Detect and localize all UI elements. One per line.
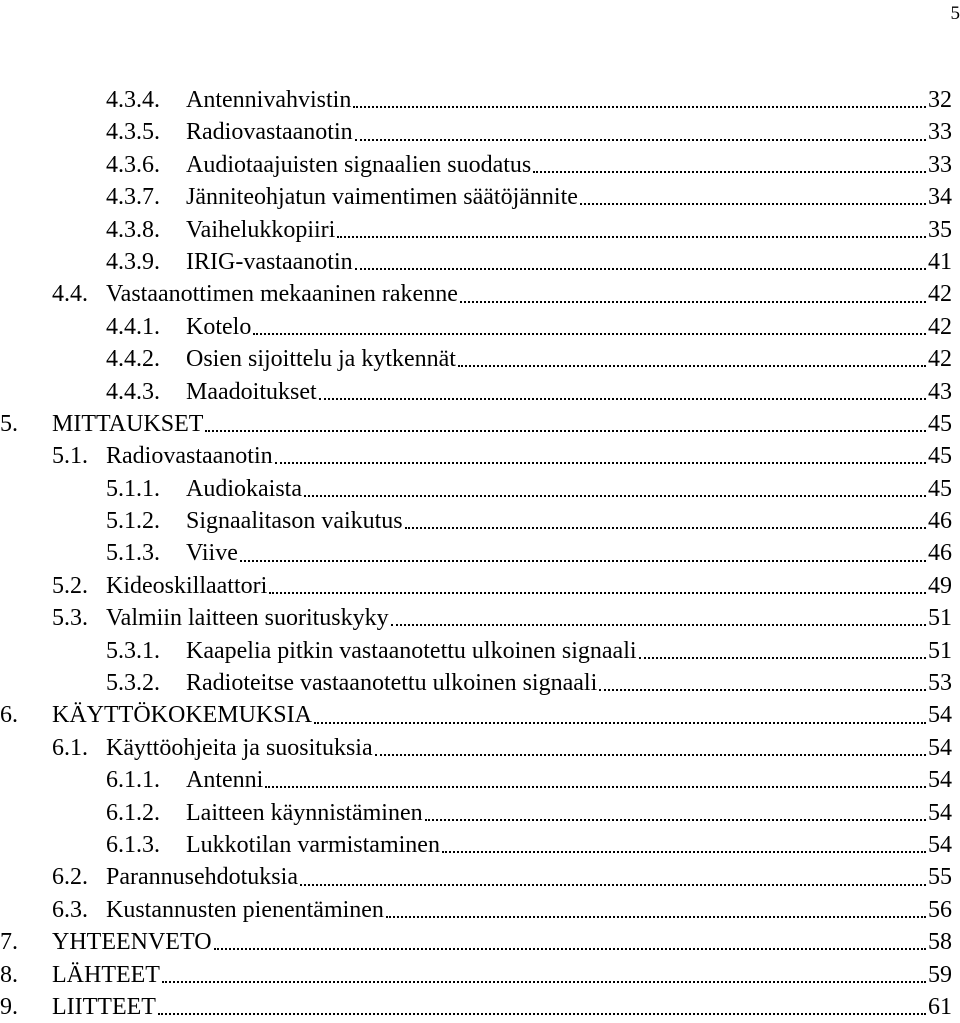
toc-entry[interactable] (0, 408, 952, 440)
dot-leader (275, 446, 926, 466)
toc-entry[interactable] (0, 84, 952, 116)
toc-entry-number: 7. (0, 926, 52, 958)
toc-entry[interactable] (0, 894, 952, 926)
toc-entry-number: 5.3.2. (106, 667, 186, 699)
toc-entry-title: Radioteitse vastaanotettu ulkoinen signaali (186, 667, 597, 699)
toc-entry-title: Radiovastaanotin (106, 440, 273, 472)
toc-entry-page: 42 (928, 278, 952, 310)
toc-entry-number: 4.3.6. (106, 149, 186, 181)
dot-leader (425, 803, 926, 823)
dot-leader (240, 544, 926, 564)
toc-entry[interactable] (0, 311, 952, 343)
toc-entry[interactable] (0, 116, 952, 148)
toc-entry-number: 5.1.1. (106, 473, 186, 505)
page-number: 5 (951, 3, 960, 25)
toc-entry-page: 46 (928, 537, 952, 569)
toc-entry-number: 6. (0, 699, 52, 731)
toc-entry-title: IRIG-vastaanotin (186, 246, 353, 278)
toc-entry-number: 8. (0, 959, 52, 991)
toc-entry-page: 49 (928, 570, 952, 602)
toc-entry-number: 4.4.1. (106, 311, 186, 343)
toc-entry[interactable] (0, 473, 952, 505)
toc-entry[interactable] (0, 570, 952, 602)
toc-entry-title: Osien sijoittelu ja kytkennät (186, 343, 456, 375)
toc-entry[interactable] (0, 764, 952, 796)
dot-leader (458, 349, 926, 369)
toc-entry-title: LIITTEET (52, 991, 156, 1023)
dot-leader (319, 382, 926, 402)
toc-entry[interactable] (0, 278, 952, 310)
dot-leader (391, 608, 926, 628)
toc-entry-page: 43 (928, 376, 952, 408)
toc-entry-title: Audiotaajuisten signaalien suodatus (186, 149, 531, 181)
toc-entry-title: YHTEENVETO (52, 926, 212, 958)
toc-entry-page: 33 (928, 149, 952, 181)
toc-entry-number: 4.3.9. (106, 246, 186, 278)
toc-entry-page: 55 (928, 861, 952, 893)
toc-entry-title: KÄYTTÖKOKEMUKSIA (52, 699, 312, 731)
toc-entry-number: 4.4. (52, 278, 106, 310)
toc-entry-page: 51 (928, 635, 952, 667)
dot-leader (599, 673, 926, 693)
toc-entry-page: 54 (928, 797, 952, 829)
toc-entry[interactable] (0, 959, 952, 991)
toc-entry-number: 6.2. (52, 861, 106, 893)
dot-leader (355, 123, 926, 143)
toc-entry-title: Vaihelukkopiiri (186, 214, 335, 246)
toc-entry[interactable] (0, 602, 952, 634)
toc-entry-title: LÄHTEET (52, 959, 160, 991)
dot-leader (375, 738, 926, 758)
dot-leader (386, 900, 926, 920)
toc-entry-page: 45 (928, 408, 952, 440)
toc-entry-title: Kustannusten pienentäminen (106, 894, 384, 926)
toc-entry-page: 54 (928, 699, 952, 731)
toc-entry-title: Maadoitukset (186, 376, 317, 408)
toc-entry-number: 5. (0, 408, 52, 440)
toc-entry[interactable] (0, 732, 952, 764)
toc-entry-page: 56 (928, 894, 952, 926)
toc-entry-number: 6.1.1. (106, 764, 186, 796)
toc-entry-number: 5.1. (52, 440, 106, 472)
toc-entry-number: 4.3.5. (106, 116, 186, 148)
dot-leader (300, 868, 926, 888)
dot-leader (304, 479, 926, 499)
toc-entry-page: 54 (928, 732, 952, 764)
toc-entry-page: 53 (928, 667, 952, 699)
toc-entry[interactable] (0, 343, 952, 375)
toc-entry-title: MITTAUKSET (52, 408, 203, 440)
toc-entry-title: Audiokaista (186, 473, 302, 505)
toc-entry-page: 35 (928, 214, 952, 246)
toc-entry[interactable] (0, 797, 952, 829)
dot-leader (353, 90, 926, 110)
toc-entry[interactable] (0, 829, 952, 861)
toc-entry-title: Laitteen käynnistäminen (186, 797, 423, 829)
toc-entry[interactable] (0, 635, 952, 667)
toc-entry-page: 54 (928, 764, 952, 796)
dot-leader (533, 155, 926, 175)
dot-leader (158, 997, 926, 1017)
toc-entry[interactable] (0, 214, 952, 246)
toc-entry[interactable] (0, 505, 952, 537)
toc-entry-page: 33 (928, 116, 952, 148)
toc-entry-number: 5.3.1. (106, 635, 186, 667)
dot-leader (405, 511, 926, 531)
toc-entry[interactable] (0, 181, 952, 213)
toc-entry-page: 45 (928, 440, 952, 472)
toc-entry-number: 9. (0, 991, 52, 1023)
toc-entry[interactable] (0, 991, 952, 1023)
toc-entry-number: 6.1.3. (106, 829, 186, 861)
toc-entry-title: Signaalitason vaikutus (186, 505, 403, 537)
toc-entry-title: Kaapelia pitkin vastaanotettu ulkoinen signaali (186, 635, 637, 667)
dot-leader (355, 252, 926, 272)
toc-entry-number: 4.3.7. (106, 181, 186, 213)
toc-entry-page: 51 (928, 602, 952, 634)
toc-entry-number: 6.1. (52, 732, 106, 764)
toc-entry[interactable] (0, 861, 952, 893)
toc-entry[interactable] (0, 537, 952, 569)
dot-leader (162, 965, 926, 985)
toc-entry[interactable] (0, 699, 952, 731)
toc-entry-page: 59 (928, 959, 952, 991)
toc-entry-page: 34 (928, 181, 952, 213)
toc-entry-page: 32 (928, 84, 952, 116)
dot-leader (337, 220, 926, 240)
toc-entry[interactable] (0, 667, 952, 699)
toc-entry-title: Antenni (186, 764, 263, 796)
toc-entry-title: Valmiin laitteen suorituskyky (106, 602, 389, 634)
toc-entry-title: Vastaanottimen mekaaninen rakenne (106, 278, 458, 310)
toc-entry[interactable] (0, 149, 952, 181)
dot-leader (314, 706, 926, 726)
toc-entry-title: Kideoskillaattori (106, 570, 267, 602)
toc-entry-number: 5.3. (52, 602, 106, 634)
toc-entry-title: Antennivahvistin (186, 84, 351, 116)
toc-entry-title: Lukkotilan varmistaminen (186, 829, 440, 861)
dot-leader (269, 576, 926, 596)
dot-leader (205, 414, 926, 434)
toc-entry[interactable] (0, 376, 952, 408)
toc-entry-title: Kotelo (186, 311, 251, 343)
toc-entry-title: Viive (186, 537, 238, 569)
dot-leader (639, 641, 926, 661)
toc-entry[interactable] (0, 440, 952, 472)
toc-entry-number: 4.3.8. (106, 214, 186, 246)
toc-entry-number: 5.1.2. (106, 505, 186, 537)
toc-entry-page: 46 (928, 505, 952, 537)
toc-entry-number: 5.1.3. (106, 537, 186, 569)
toc-entry-page: 61 (928, 991, 952, 1023)
toc-entry-title: Jänniteohjatun vaimentimen säätöjännite (186, 181, 578, 213)
toc-entry-title: Radiovastaanotin (186, 116, 353, 148)
toc-entry-title: Parannusehdotuksia (106, 861, 298, 893)
toc-entry-number: 5.2. (52, 570, 106, 602)
toc-entry-title: Käyttöohjeita ja suosituksia (106, 732, 373, 764)
toc-entry[interactable] (0, 926, 952, 958)
dot-leader (253, 317, 926, 337)
toc-entry-page: 42 (928, 311, 952, 343)
dot-leader (214, 932, 926, 952)
toc-entry-page: 54 (928, 829, 952, 861)
dot-leader (460, 285, 926, 305)
toc-entry-number: 4.3.4. (106, 84, 186, 116)
toc-entry-page: 58 (928, 926, 952, 958)
dot-leader (442, 835, 926, 855)
toc-entry-number: 4.4.2. (106, 343, 186, 375)
dot-leader (265, 770, 926, 790)
toc-entry-page: 41 (928, 246, 952, 278)
toc-entry[interactable] (0, 246, 952, 278)
table-of-contents (0, 84, 952, 1023)
toc-entry-page: 45 (928, 473, 952, 505)
toc-entry-number: 6.1.2. (106, 797, 186, 829)
toc-entry-number: 4.4.3. (106, 376, 186, 408)
toc-entry-page: 42 (928, 343, 952, 375)
dot-leader (580, 187, 926, 207)
toc-entry-number: 6.3. (52, 894, 106, 926)
